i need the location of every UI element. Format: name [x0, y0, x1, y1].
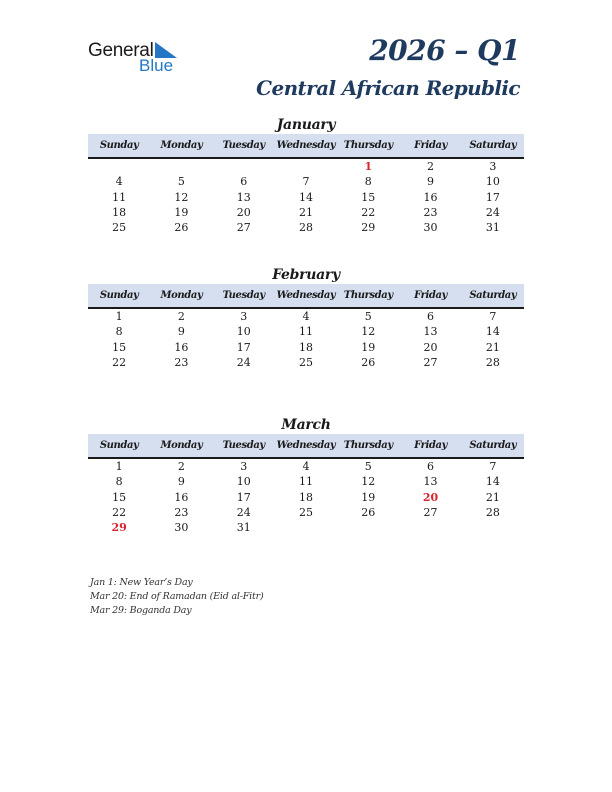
weekday-label: Saturday	[469, 440, 517, 451]
empty-day-cell	[150, 159, 212, 174]
day-cell: 28	[485, 505, 500, 519]
day-cell: 4	[115, 175, 123, 189]
day-cell: 12	[361, 325, 376, 339]
month-title: March	[281, 417, 331, 433]
weekday-label: Tuesday	[222, 290, 265, 301]
day-cell: 15	[112, 340, 127, 354]
day-cell: 13	[423, 475, 438, 489]
weekday-label: Wednesday	[276, 440, 336, 451]
week-row	[88, 324, 524, 339]
logo-general-text: General	[88, 40, 154, 61]
day-cell: 1	[115, 460, 123, 473]
day-cell: 14	[485, 475, 500, 489]
holiday-notes	[90, 576, 263, 618]
day-cell: 28	[298, 221, 313, 235]
month-title: February	[272, 267, 340, 283]
week-row	[88, 205, 524, 220]
holiday-note: Jan 1: New Year’s Day	[90, 577, 193, 588]
week-row	[88, 490, 524, 505]
day-cell: 20	[236, 205, 251, 219]
day-cell: 24	[236, 355, 251, 369]
day-cell: 22	[112, 355, 127, 369]
weekday-label: Thursday	[343, 140, 393, 151]
day-cell: 18	[298, 340, 313, 354]
week-row	[88, 340, 524, 355]
day-cell: 18	[298, 490, 313, 504]
day-cell: 1	[364, 160, 373, 173]
day-cell: 31	[485, 221, 500, 235]
day-cell: 10	[236, 325, 251, 339]
day-cell: 15	[361, 190, 376, 204]
day-cell: 3	[240, 310, 248, 323]
day-cell: 14	[298, 190, 313, 204]
day-cell: 10	[485, 175, 500, 189]
day-cell: 19	[174, 205, 189, 219]
day-cell: 1	[115, 310, 123, 323]
day-cell: 16	[174, 340, 189, 354]
weekday-label: Friday	[414, 290, 447, 301]
weekday-header	[88, 134, 524, 159]
day-cell: 27	[236, 221, 251, 235]
week-row	[88, 220, 524, 235]
day-cell: 2	[177, 310, 185, 323]
day-cell: 16	[423, 190, 438, 204]
day-cell: 17	[236, 490, 251, 504]
week-row	[88, 174, 524, 189]
day-cell: 23	[174, 505, 189, 519]
day-cell: 3	[240, 460, 248, 473]
day-cell: 5	[364, 310, 372, 323]
day-cell: 5	[364, 460, 372, 473]
day-cell: 3	[489, 160, 497, 173]
empty-day-cell	[275, 159, 337, 174]
month-title: January	[276, 117, 336, 133]
weekday-label: Wednesday	[276, 140, 336, 151]
day-cell: 22	[361, 205, 376, 219]
day-cell: 7	[302, 175, 310, 189]
week-row	[88, 474, 524, 489]
holiday-note: Mar 29: Boganda Day	[90, 605, 192, 616]
day-cell: 17	[485, 190, 500, 204]
day-cell: 26	[361, 505, 376, 519]
week-row	[88, 355, 524, 370]
day-cell: 16	[174, 490, 189, 504]
month-february	[88, 266, 524, 370]
day-cell: 19	[361, 490, 376, 504]
page-title: 2026 – Q1	[369, 34, 520, 67]
day-cell: 25	[298, 355, 313, 369]
day-cell: 21	[298, 205, 313, 219]
day-cell: 28	[485, 355, 500, 369]
day-cell: 2	[427, 160, 435, 173]
day-cell: 8	[115, 475, 123, 489]
month-january	[88, 116, 524, 235]
day-cell: 17	[236, 340, 251, 354]
week-row	[88, 505, 524, 520]
month-march	[88, 416, 524, 535]
day-cell: 30	[174, 521, 189, 535]
day-cell: 8	[364, 175, 372, 189]
day-cell: 11	[298, 325, 313, 339]
day-cell: 11	[112, 190, 127, 204]
day-cell: 19	[361, 340, 376, 354]
empty-day-cell	[275, 520, 337, 535]
day-cell: 6	[427, 460, 435, 473]
day-cell: 4	[302, 460, 310, 473]
day-cell: 15	[112, 490, 127, 504]
weekday-label: Friday	[414, 140, 447, 151]
weekday-label: Tuesday	[222, 440, 265, 451]
country-name: Central African Republic	[256, 76, 520, 100]
weekday-label: Sunday	[99, 140, 139, 151]
day-cell: 6	[240, 175, 248, 189]
empty-day-cell	[462, 520, 524, 535]
day-cell: 30	[423, 221, 438, 235]
day-cell: 14	[485, 325, 500, 339]
day-cell: 10	[236, 475, 251, 489]
day-cell: 21	[485, 340, 500, 354]
weekday-label: Thursday	[343, 440, 393, 451]
day-cell: 5	[177, 175, 185, 189]
day-cell: 26	[174, 221, 189, 235]
day-cell: 22	[112, 505, 127, 519]
weekday-header	[88, 434, 524, 459]
day-cell: 9	[177, 325, 185, 339]
day-cell: 26	[361, 355, 376, 369]
empty-day-cell	[88, 159, 150, 174]
day-cell: 12	[174, 190, 189, 204]
day-cell: 24	[485, 205, 500, 219]
day-cell: 20	[422, 490, 439, 504]
weekday-label: Monday	[160, 140, 203, 151]
day-cell: 25	[298, 505, 313, 519]
holiday-note: Mar 20: End of Ramadan (Eid al-Fitr)	[90, 591, 264, 602]
week-row	[88, 520, 524, 535]
weekday-header	[88, 284, 524, 309]
day-cell: 29	[111, 521, 127, 535]
day-cell: 9	[427, 175, 435, 189]
day-cell: 29	[361, 221, 376, 235]
weekday-label: Tuesday	[222, 140, 265, 151]
generalblue-logo	[88, 40, 188, 76]
day-cell: 13	[236, 190, 251, 204]
day-cell: 23	[174, 355, 189, 369]
logo-blue-text: Blue	[139, 56, 174, 75]
day-cell: 23	[423, 205, 438, 219]
day-cell: 4	[302, 310, 310, 323]
day-cell: 21	[485, 490, 500, 504]
day-cell: 18	[112, 205, 127, 219]
weekday-label: Monday	[160, 440, 203, 451]
day-cell: 2	[177, 460, 185, 473]
day-cell: 31	[236, 521, 251, 535]
empty-day-cell	[399, 520, 461, 535]
weekday-label: Thursday	[343, 290, 393, 301]
weekday-label: Saturday	[469, 140, 517, 151]
day-cell: 27	[423, 355, 438, 369]
day-cell: 8	[115, 325, 123, 339]
week-row	[88, 459, 524, 474]
weekday-label: Wednesday	[276, 290, 336, 301]
week-row	[88, 190, 524, 205]
empty-day-cell	[337, 520, 399, 535]
day-cell: 6	[427, 310, 435, 323]
day-cell: 13	[423, 325, 438, 339]
week-row	[88, 309, 524, 324]
day-cell: 27	[423, 505, 438, 519]
weekday-label: Sunday	[99, 440, 139, 451]
weekday-label: Monday	[160, 290, 203, 301]
day-cell: 11	[298, 475, 313, 489]
weekday-label: Saturday	[469, 290, 517, 301]
day-cell: 25	[112, 221, 127, 235]
week-row	[88, 159, 524, 174]
weekday-label: Sunday	[99, 290, 139, 301]
day-cell: 7	[489, 310, 497, 323]
empty-day-cell	[213, 159, 275, 174]
day-cell: 7	[489, 460, 497, 473]
day-cell: 24	[236, 505, 251, 519]
day-cell: 20	[423, 340, 438, 354]
weekday-label: Friday	[414, 440, 447, 451]
day-cell: 9	[177, 475, 185, 489]
day-cell: 12	[361, 475, 376, 489]
